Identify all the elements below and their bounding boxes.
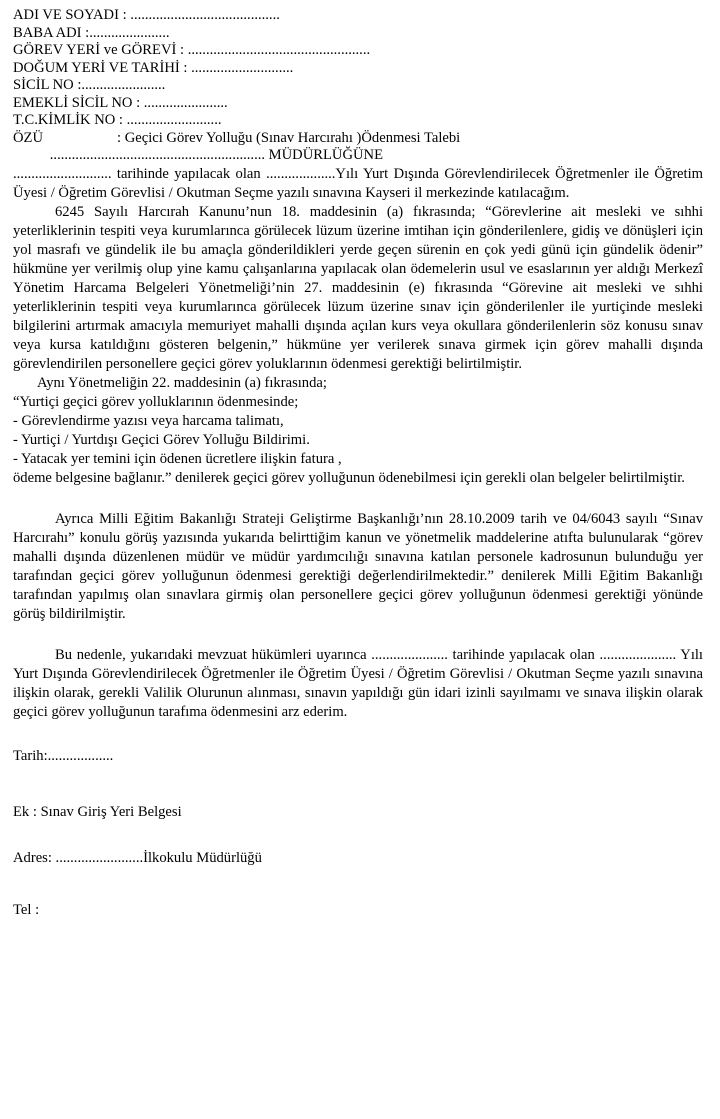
regulation-item-3: - Yatacak yer temini için ödenen ücretlere ilişkin fatura , bbox=[13, 450, 342, 467]
father-name-field: BABA ADI :...................... bbox=[13, 24, 170, 41]
regulation-item-1: - Görevlendirme yazısı veya harcama talimatı, bbox=[13, 412, 284, 429]
address-field: Adres: ........................İlkokulu Müdürlüğü bbox=[13, 849, 262, 866]
addressee-line: ........................................................... MÜDÜRLÜĞÜNE bbox=[49, 147, 383, 163]
subject-line bbox=[13, 130, 703, 148]
pension-registry-field: EMEKLİ SİCİL NO : ....................... bbox=[13, 94, 228, 111]
birth-field: DOĞUM YERİ VE TARİHİ : ............................ bbox=[13, 59, 294, 76]
phone-field: Tel : bbox=[13, 901, 40, 918]
paragraph-ministry-opinion: Ayrıca Milli Eğitim Bakanlığı Strateji Geliştirme Başkanlığı’nın 28.10.2009 tarih ve 04/6043 sayılı “Sınav Harcırahı” konulu görüş yazısında yukarıda belirttiğim kanun ve yönetmelik maddelerine atıfta bulunularak “görev mahalli dışında düzenlenen müdür ve müdür yardımcılığı sınavına katılan personele kadrosunun bulunduğu yer tarafından geçici görev yolluğunun ödenmesi gerektiği değerlendirilmektedir.” denilerek Milli Eğitim Bakanlığı tarafından yapılmış olan sınavlara girmiş olan personellere geçici görev yolluğunun ödenmesi gerektiği yönünde görüş bildirilmiştir. bbox=[13, 510, 703, 622]
subject-text: : Geçici Görev Yolluğu (Sınav Harcırahı )Ödenmesi Talebi bbox=[117, 129, 461, 146]
paragraph-law: 6245 Sayılı Harcırah Kanunu’nun 18. maddesinin (a) fıkrasında; “Görevlerine ait mesleki ve sıhhi yeterliklerinin tespiti veya kurumlarınca görülecek lüzum üzerine imtihan için gönderilenlere, gidiş ve dönüşleri için yol masrafı ve gündelik ile bu amaçla gönderildikleri yerde geçen sürenin en çok yedi günü için gündelik ödenir” hükmüne yer verilmiş olup yine kamu çalışanlarına yapılacak olan ödemelerin usul ve esaslarının yer aldığı Merkezî Yönetim Harcama Belgeleri Yönetmeliği’nin 27. maddesinin (e) fıkrasında “Görevine ait mesleki ve sıhhi yeterliklerinin tespiti veya kurumlarınca görülecek lüzum üzerine sınav için gönderilenler ile yurtiçinde mesleki bilgilerini artırmak amacıyla memuriyet mahalli dışında açılan kurs veya okullara gönderilenlerin söz konusu sınav veya kursa katıldığını gösteren belgenin,” hükmüne yer verilerek sınava girmek için görev mahalli dışında görevlendirilen personellere geçici görev yoluklarının ödenmesi gerektiği belirtilmiştir. bbox=[13, 203, 703, 372]
paragraph-regulation-intro: Aynı Yönetmeliğin 22. maddesinin (a) fıkrasında; bbox=[37, 374, 327, 391]
regulation-item-2: - Yurtiçi / Yurtdışı Geçici Görev Yolluğu Bildirimi. bbox=[13, 431, 310, 448]
body-text bbox=[13, 165, 703, 722]
document-page bbox=[13, 7, 703, 920]
regulation-conclusion: ödeme belgesine bağlanır.” denilerek geçici görev yolluğunun ödenebilmesi için gerekli olan belgeler belirtilmiştir. bbox=[13, 469, 685, 486]
paragraph-intro: ........................... tarihinde yapılacak olan ...................Yılı Yurt Dışında Görevlendirilecek Öğretmenler ile Öğretim Üyesi / Öğretim Görevlisi / Okutman Seçme yazılı sınavına Kayseri il merkezinde katılacağım. bbox=[13, 165, 703, 201]
name-field: ADI VE SOYADI : ......................................... bbox=[13, 7, 280, 23]
duty-field: GÖREV YERİ ve GÖREVİ : .................................................. bbox=[13, 42, 371, 58]
registry-field: SİCİL NO :....................... bbox=[13, 77, 166, 93]
attachment-line: Ek : Sınav Giriş Yeri Belgesi bbox=[13, 803, 182, 820]
date-field: Tarih:.................. bbox=[13, 747, 114, 764]
subject-label: ÖZÜ bbox=[13, 129, 43, 146]
regulation-quote-line: “Yurtiçi geçici görev yolluklarının ödenmesinde; bbox=[13, 393, 299, 410]
tc-id-field: T.C.KİMLİK NO : .......................... bbox=[13, 112, 222, 128]
paragraph-request: Bu nedenle, yukarıdaki mevzuat hükümleri uyarınca ..................... tarihinde yapılacak olan ..................... Yılı Yurt Dışında Görevlendirilecek Öğretmenler ile Öğretim Üyesi / Öğretim Görevlisi / Okutman Seçme yazılı sınavına ilişkin olarak, gerekli Valilik Olurunun alınması, sınavın yapıldığı gün idari izinli sayılmamı ve sınava ilişkin olarak geçici görev yolluğunun tarafıma ödenmesini arz ederim. bbox=[13, 646, 703, 720]
